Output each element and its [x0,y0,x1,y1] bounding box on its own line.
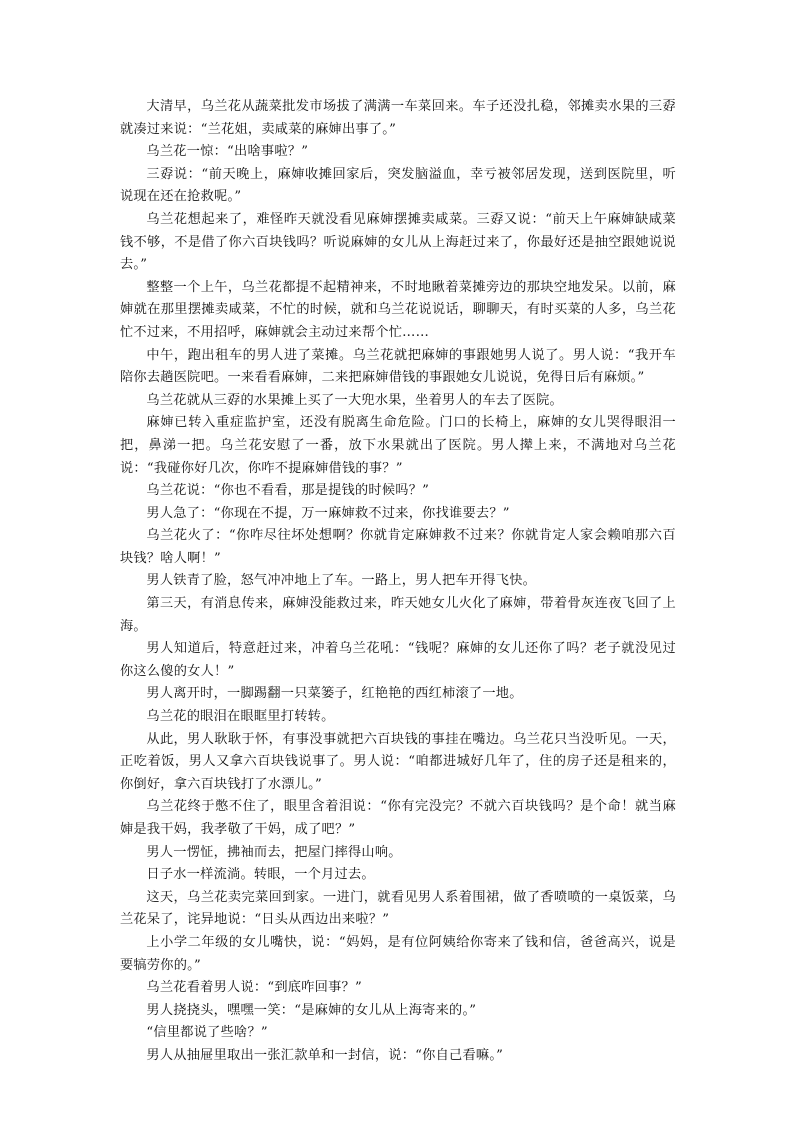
paragraph: 乌兰花就从三孬的水果摊上买了一大兜水果，坐着男人的车去了医院。 [146,392,563,408]
paragraph: 乌兰花的眼泪在眼眶里打转转。 [146,709,335,725]
paragraph: 男人挠挠头，嘿嘿一笑：“是麻婶的女儿从上海寄来的。” [146,1002,477,1018]
paragraph: “信里都说了些啥？” [146,1025,268,1041]
paragraph: 乌兰花终于憋不住了，眼里含着泪说：“你有完没完？不就六百块钱吗？是个命！就当麻婶是我干妈，我孝敬了干妈，成了吧？” [120,799,676,837]
paragraph: 麻婶已转入重症监护室，还没有脱离生命危险。门口的长椅上，麻婶的女儿哭得眼泪一把，鼻涕一把。乌兰花安慰了一番，放下水果就出了医院。男人撵上来，不满地对乌兰花说：“我碰你好几次，你咋不提麻婶借钱的事？” [120,415,676,476]
paragraph: 男人铁青了脸，怒气冲冲地上了车。一路上，男人把车开得飞快。 [146,573,537,589]
paragraph: 乌兰花说：“你也不看看，那是提钱的时候吗？” [146,483,430,499]
paragraph: 乌兰花想起来了，难怪昨天就没看见麻婶摆摊卖咸菜。三孬又说：“前天上午麻婶缺咸菜钱不够，不是借了你六百块钱吗？听说麻婶的女儿从上海赶过来了，你最好还是抽空跟她说说去。” [120,211,676,273]
paragraph: 中午，跑出租车的男人进了菜摊。乌兰花就把麻婶的事跟她男人说了。男人说：“我开车陪你去趟医院吧。一来看看麻婶，二来把麻婶借钱的事跟她女儿说说，免得日后有麻烦。” [120,347,676,386]
paragraph: 上小学二年级的女儿嘴快，说：“妈妈，是有位阿姨给你寄来了钱和信，爸爸高兴，说是要犒劳你的。” [120,934,676,973]
paragraph: 男人离开时，一脚踢翻一只菜篓子，红艳艳的西红柿滚了一地。 [146,686,523,702]
paragraph: 大清早，乌兰花从蔬菜批发市场拔了满满一车菜回来。车子还没扎稳，邻摊卖水果的三孬就凑过来说：“兰花姐，卖咸菜的麻婶出事了。” [120,99,676,137]
paragraph: 男人一愣怔，拂袖而去，把屋门摔得山响。 [146,844,402,860]
paragraph: 三孬说：“前天晚上，麻婶收摊回家后，突发脑溢血，幸亏被邻居发现，送到医院里，听说现在还在抢救呢。” [120,166,676,205]
paragraph: 乌兰花一惊：“出啥事啦？” [146,144,309,160]
paragraph: 整整一个上午，乌兰花都提不起精神来，不时地瞅着菜摊旁边的那块空地发呆。以前，麻婶就在那里摆摊卖咸菜，不忙的时候，就和乌兰花说说话，聊聊天，有时买菜的人多，乌兰花忙不过来，不用招呼，麻婶就会主动过来帮个忙…… [120,279,676,340]
paragraph: 从此，男人耿耿于怀，有事没事就把六百块钱的事挂在嘴边。乌兰花只当没听见。一天，正吃着饭，男人又拿六百块钱说事了。男人说：“咱都进城好几年了，住的房子还是租来的，你倒好，拿六百块钱打了水漂儿。” [120,731,676,792]
paragraph: 日子水一样流淌。转眼，一个月过去。 [146,867,375,883]
paragraph: 男人急了：“你现在不提，万一麻婶救不过来，你找谁要去？” [146,505,510,521]
paragraph: 第三天，有消息传来，麻婶没能救过来，昨天她女儿火化了麻婶，带着骨灰连夜飞回了上海。 [120,596,676,634]
paragraph: 乌兰花火了：“你咋尽往坏处想啊？你就肯定麻婶救不过来？你就肯定人家会赖咱那六百块钱？啥人啊！” [120,528,676,566]
paragraph: 这天，乌兰花卖完菜回到家。一进门，就看见男人系着围裙，做了香喷喷的一桌饭菜，乌兰花呆了，诧异地说：“日头从西边出来啦？” [120,889,676,928]
paragraph: 男人知道后，特意赶过来，冲着乌兰花吼：“钱呢？麻婶的女儿还你了吗？老子就没见过你这么傻的女人！” [120,641,676,679]
paragraph: 乌兰花看着男人说：“到底咋回事？” [146,980,362,996]
story-text [120,96,676,1068]
paragraph: 男人从抽屉里取出一张汇款单和一封信，说：“你自己看嘛。” [146,1047,504,1063]
